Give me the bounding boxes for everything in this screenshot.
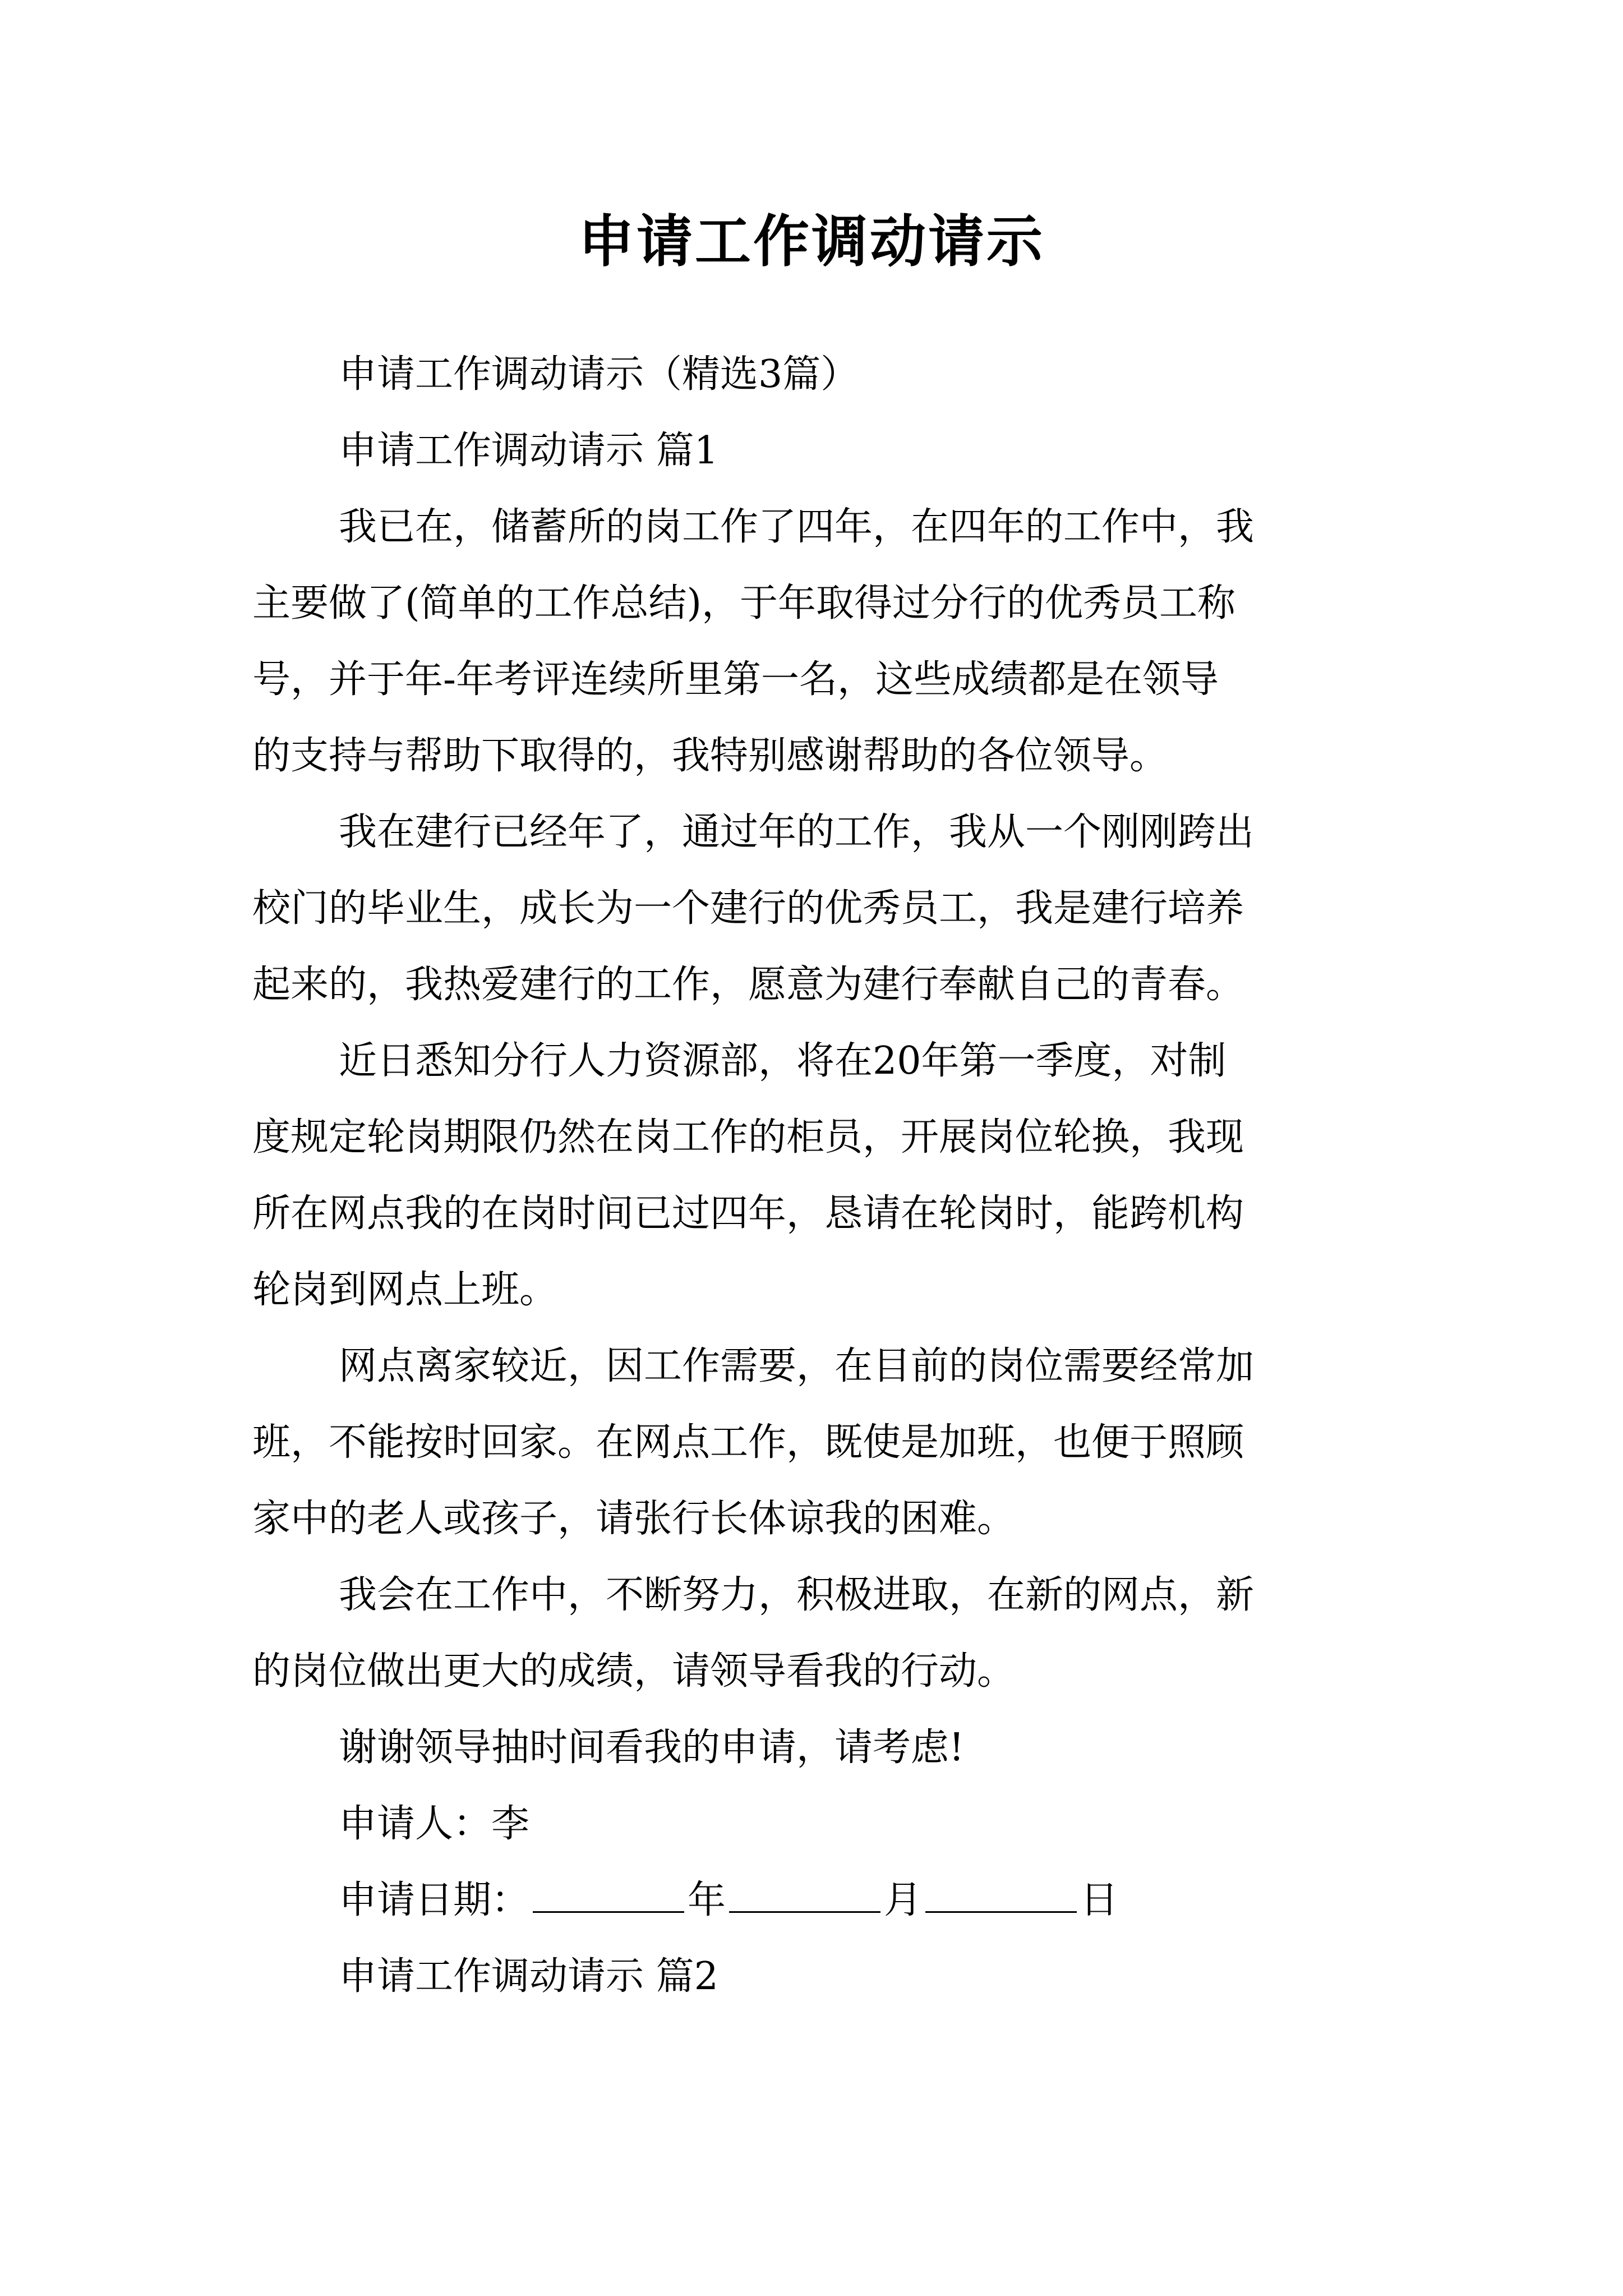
paragraph-4-line-3: 家中的老人或孩子，请张行长体谅我的困难。 [252, 1497, 1016, 1541]
paragraph-2-line-2: 校门的毕业生，成长为一个建行的优秀员工，我是建行培养 [252, 886, 1244, 931]
paragraph-1-line-2: 主要做了(简单的工作总结)，于年取得过分行的优秀员工称 [252, 581, 1236, 625]
paragraph-2-line-3: 起来的，我热爱建行的工作，愿意为建行奉献自己的青春。 [252, 963, 1244, 1007]
paragraph-4-line-2: 班，不能按时回家。在网点工作，既使是加班，也便于照顾 [252, 1420, 1244, 1465]
paragraph-5-line-1: 我会在工作中，不断努力，积极进取，在新的网点，新 [339, 1573, 1255, 1617]
applicant-line: 申请人：李 [339, 1802, 530, 1846]
paragraph-1-line-4: 的支持与帮助下取得的，我特别感谢帮助的各位领导。 [252, 734, 1168, 778]
date-line [252, 1862, 1374, 1939]
date-day-blank [925, 1878, 1077, 1913]
paragraph-2-line-1: 我在建行已经年了，通过年的工作，我从一个刚刚跨出 [339, 810, 1255, 854]
date-label: 申请日期： [339, 1878, 530, 1922]
date-year-label: 年 [688, 1878, 726, 1922]
paragraph-1-line-1: 我已在，储蓄所的岗工作了四年，在四年的工作中，我 [339, 505, 1255, 549]
paragraph-3-line-3: 所在网点我的在岗时间已过四年，恳请在轮岗时，能跨机构 [252, 1191, 1244, 1236]
document-title: 申请工作调动请示 [578, 208, 1045, 274]
paragraph-3-line-1: 近日悉知分行人力资源部，将在20年第一季度，对制 [339, 1039, 1227, 1083]
paragraph-1-line-3: 号，并于年-年考评连续所里第一名，这些成绩都是在领导 [252, 657, 1219, 702]
paragraph-4-line-1: 网点离家较近，因工作需要，在目前的岗位需要经常加 [339, 1344, 1255, 1388]
paragraph-5-line-2: 的岗位做出更大的成绩，请领导看我的行动。 [252, 1649, 1016, 1694]
date-month-label: 月 [884, 1878, 923, 1922]
date-day-label: 日 [1080, 1878, 1119, 1922]
date-month-blank [729, 1878, 880, 1913]
date-year-blank [533, 1878, 684, 1913]
document-subtitle: 申请工作调动请示（精选3篇） [339, 352, 859, 397]
paragraph-3-line-4: 轮岗到网点上班。 [252, 1268, 558, 1312]
thanks-line: 谢谢领导抽时间看我的申请，请考虑! [339, 1726, 965, 1770]
paragraph-3-line-2: 度规定轮岗期限仍然在岗工作的柜员，开展岗位轮换，我现 [252, 1115, 1244, 1159]
section-1-heading: 申请工作调动请示 篇1 [339, 429, 718, 473]
section-2-heading: 申请工作调动请示 篇2 [339, 1954, 718, 1999]
